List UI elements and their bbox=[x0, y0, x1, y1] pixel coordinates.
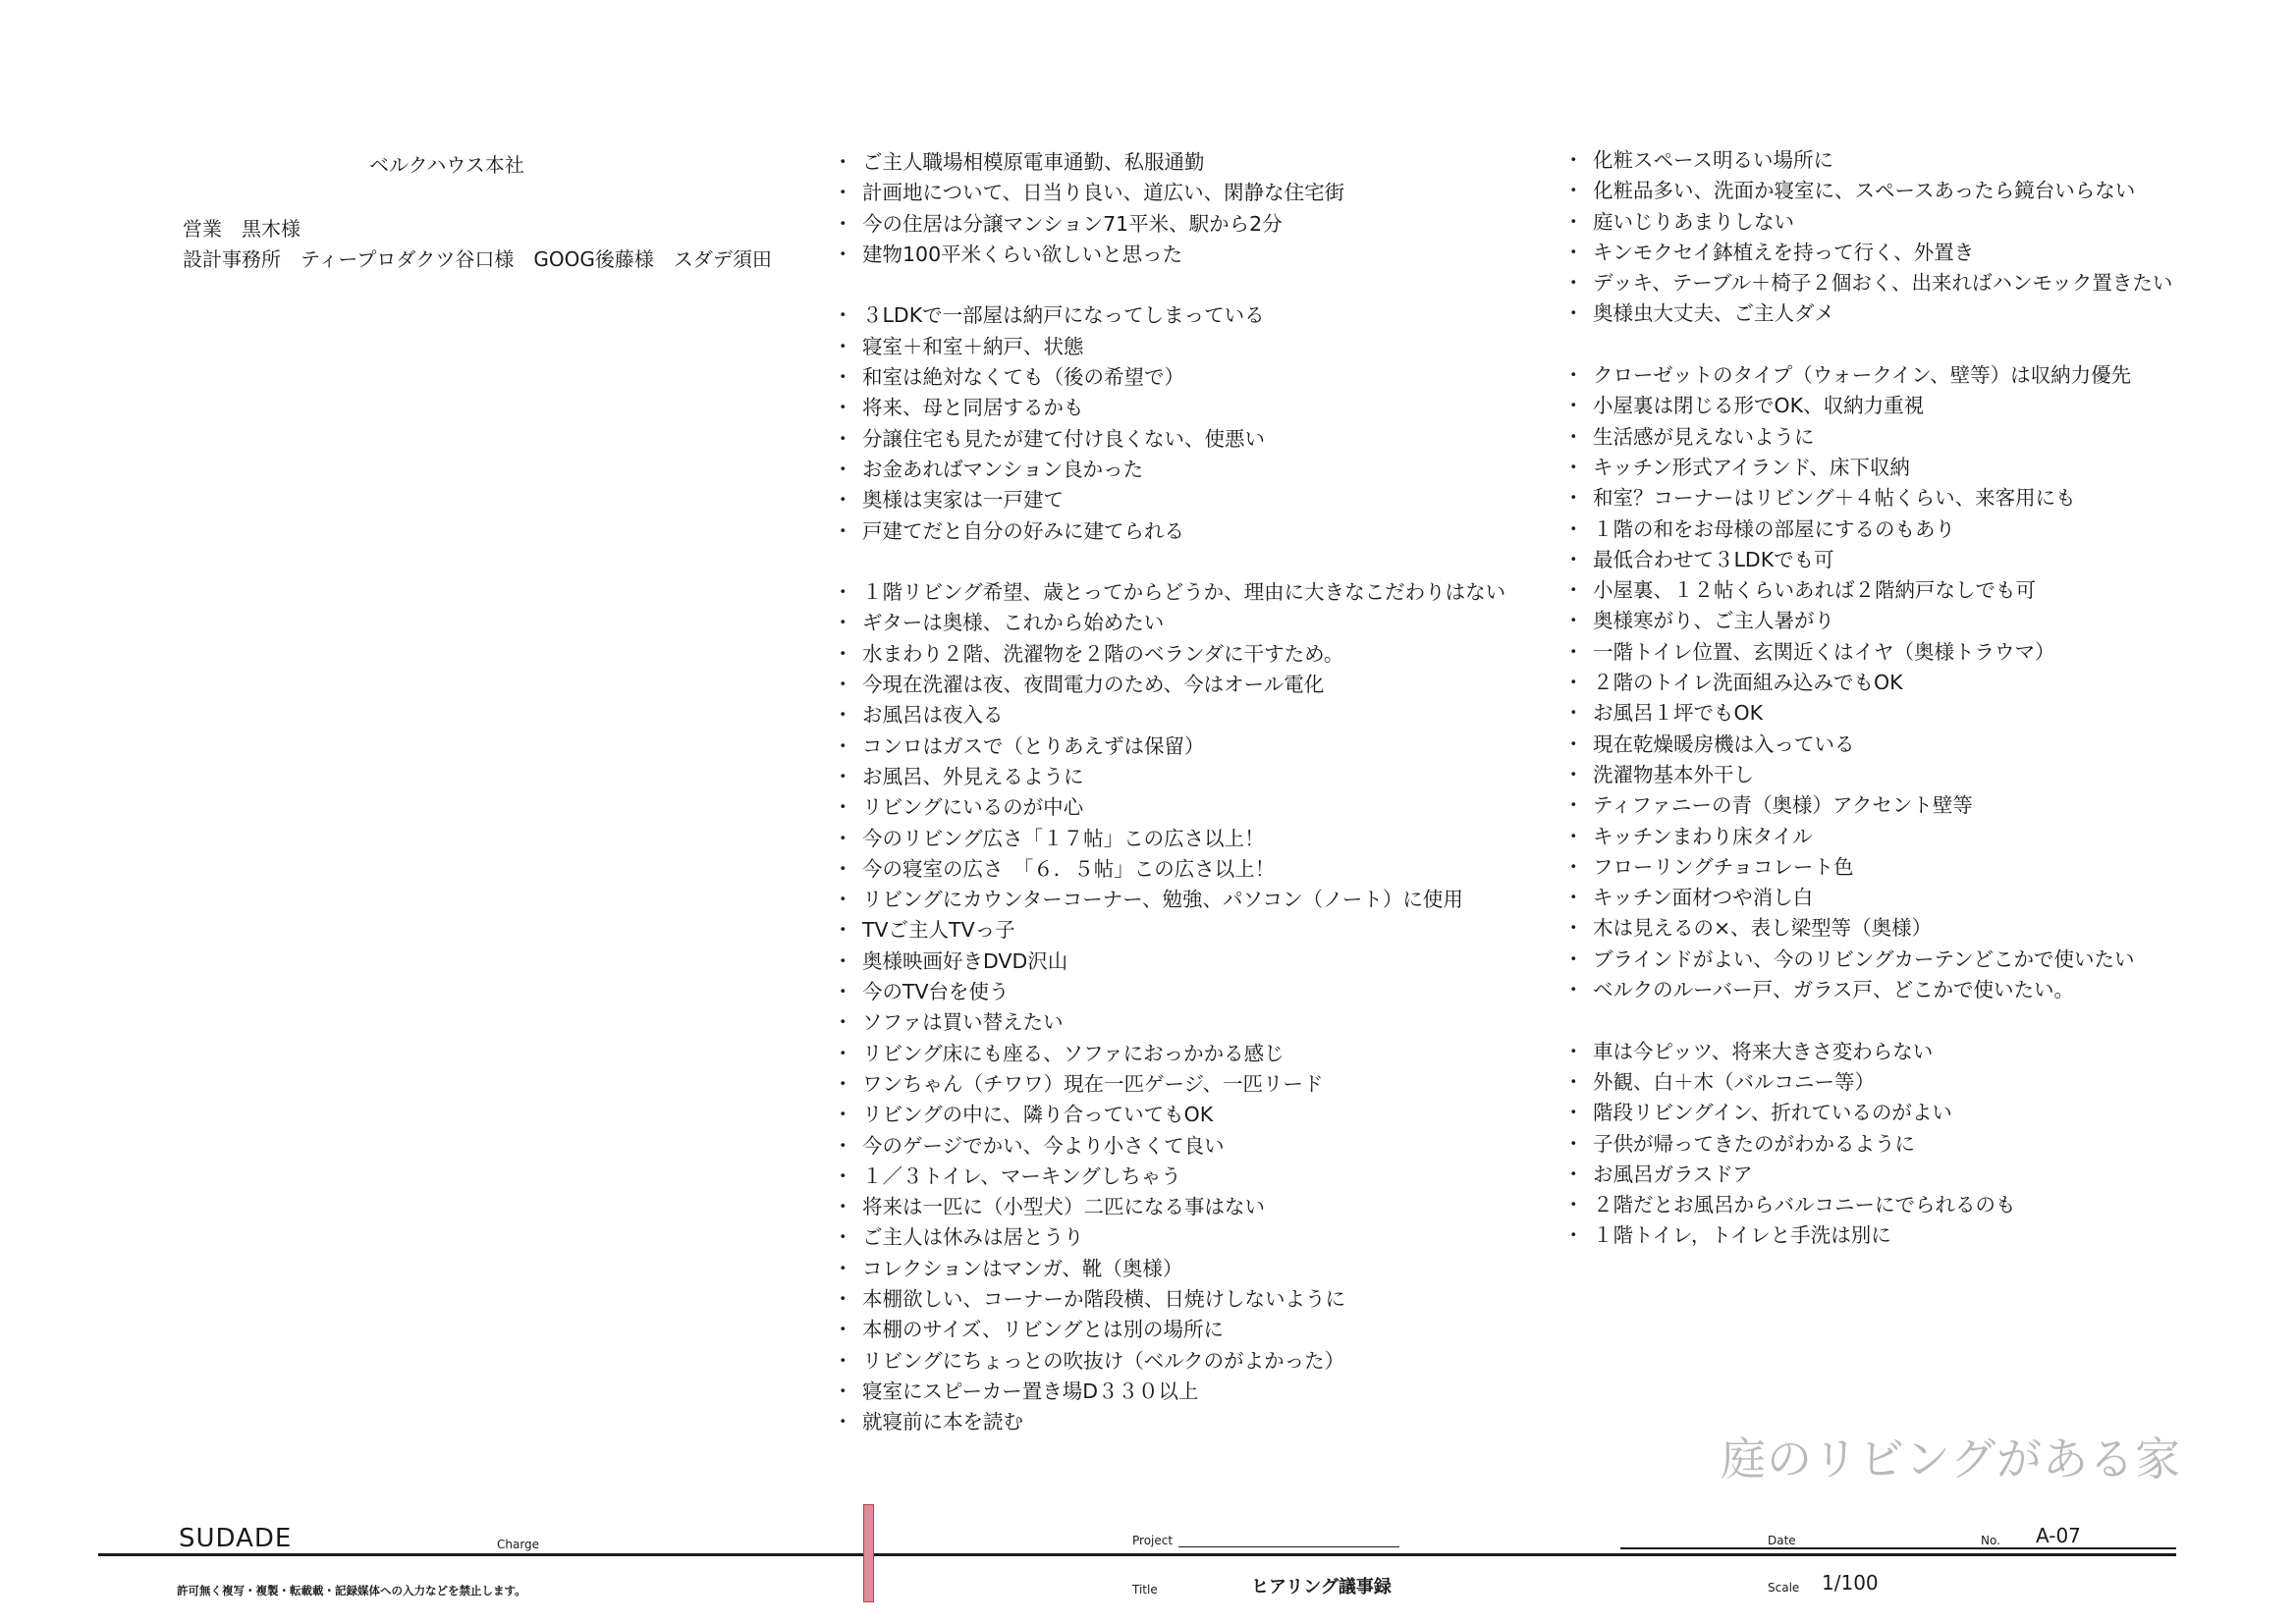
note-item bbox=[833, 854, 1505, 885]
header-sales: 営業 黒木様 bbox=[183, 217, 301, 241]
bullet-icon: ・ bbox=[833, 1348, 853, 1373]
note-text: 今の寝室の広さ 「６．５帖」この広さ以上！ bbox=[862, 856, 1276, 881]
note-text: フローリングチョコレート色 bbox=[1593, 854, 1854, 879]
bullet-icon: ・ bbox=[1563, 701, 1584, 726]
note-text: 今のリビング広さ「１７帖」この広さ以上！ bbox=[862, 826, 1265, 850]
note-text: ３LDKで一部屋は納戸になってしまっている bbox=[862, 303, 1265, 328]
red-divider-bar bbox=[863, 1504, 874, 1602]
note-item bbox=[833, 1007, 1505, 1038]
bullet-icon: ・ bbox=[1563, 363, 1584, 388]
note-text: 洗濯物基本外干し bbox=[1593, 762, 1754, 786]
notes-column-2 bbox=[1563, 145, 2172, 1252]
note-item bbox=[833, 1039, 1505, 1069]
bullet-icon: ・ bbox=[1563, 1069, 1584, 1094]
note-text: お風呂ガラスドア bbox=[1593, 1162, 1753, 1186]
bullet-icon: ・ bbox=[1563, 486, 1584, 511]
note-item bbox=[1563, 822, 2172, 852]
note-text: 奥様は実家は一戸建て bbox=[862, 488, 1064, 513]
note-item bbox=[1563, 668, 2172, 698]
note-item bbox=[833, 209, 1505, 240]
bullet-icon: ・ bbox=[1563, 1162, 1584, 1186]
note-item bbox=[833, 424, 1505, 455]
note-item bbox=[833, 1346, 1505, 1377]
note-item bbox=[833, 147, 1505, 178]
bullet-icon: ・ bbox=[1563, 1101, 1584, 1125]
note-text: リビングの中に、隣り合っていてもOK bbox=[862, 1103, 1214, 1127]
note-item bbox=[1563, 483, 2172, 514]
bullet-icon: ・ bbox=[833, 488, 853, 513]
note-item bbox=[1563, 176, 2172, 206]
note-text: 小屋裏、１２帖くらいあれば２階納戸なしでも可 bbox=[1593, 578, 2036, 603]
note-text: 寝室にスピーカー置き場D３３０以上 bbox=[862, 1379, 1199, 1403]
bullet-icon: ・ bbox=[833, 611, 853, 635]
paragraph-gap bbox=[833, 270, 1505, 300]
note-item bbox=[833, 1131, 1505, 1162]
bullet-icon: ・ bbox=[833, 1256, 853, 1280]
bullet-icon: ・ bbox=[833, 948, 853, 973]
bullet-icon: ・ bbox=[833, 580, 853, 605]
note-item bbox=[833, 393, 1505, 423]
note-text: リビング床にも座る、ソファにおっかかる感じ bbox=[862, 1041, 1285, 1065]
bullet-icon: ・ bbox=[833, 1225, 853, 1250]
note-item bbox=[833, 1162, 1505, 1192]
note-item bbox=[833, 1407, 1505, 1437]
bullet-icon: ・ bbox=[1563, 424, 1584, 449]
note-text: 外観、白＋木（バルコニー等） bbox=[1593, 1069, 1875, 1094]
bullet-icon: ・ bbox=[833, 396, 853, 420]
note-text: 計画地について、日当り良い、道広い、閑静な住宅街 bbox=[862, 181, 1345, 205]
note-item bbox=[1563, 852, 2172, 883]
note-text: 子供が帰ってきたのがわかるように bbox=[1593, 1131, 1915, 1156]
bullet-icon: ・ bbox=[833, 918, 853, 943]
bullet-icon: ・ bbox=[1563, 947, 1584, 971]
note-item bbox=[833, 1192, 1505, 1222]
note-item bbox=[833, 731, 1505, 762]
bullet-icon: ・ bbox=[833, 518, 853, 543]
note-text: リビングにカウンターコーナー、勉強、パソコン（ノート）に使用 bbox=[862, 888, 1463, 912]
note-text: 水まわり２階、洗濯物を２階のベランダに干すため。 bbox=[862, 641, 1344, 666]
note-item bbox=[833, 608, 1505, 638]
note-text: 奥様虫大丈夫、ご主人ダメ bbox=[1593, 301, 1834, 326]
note-item bbox=[833, 300, 1505, 331]
note-item bbox=[1563, 1160, 2172, 1190]
note-text: ギターは奥様、これから始めたい bbox=[862, 611, 1165, 635]
note-item bbox=[1563, 1129, 2172, 1160]
note-text: 和室？コーナーはリビング＋４帖くらい、来客用にも bbox=[1593, 486, 2076, 511]
paragraph-gap bbox=[1563, 330, 2172, 360]
note-text: １／３トイレ、マーキングしちゃう bbox=[862, 1163, 1181, 1188]
note-item bbox=[1563, 453, 2172, 483]
bullet-icon: ・ bbox=[833, 1318, 853, 1342]
bullet-icon: ・ bbox=[1563, 547, 1584, 571]
paragraph-gap bbox=[1563, 1005, 2172, 1036]
note-text: ブラインドがよい、今のリビングカーテンどこかで使いたい bbox=[1593, 947, 2135, 971]
bullet-icon: ・ bbox=[833, 1195, 853, 1219]
note-item bbox=[1563, 391, 2172, 421]
note-text: ２階のトイレ洗面組み込みでもOK bbox=[1593, 671, 1903, 695]
note-text: 奥様寒がり、ご主人暑がり bbox=[1593, 609, 1834, 633]
scale-value: 1/100 bbox=[1822, 1571, 1879, 1595]
note-text: 奥様映画好きDVD沢山 bbox=[862, 948, 1068, 973]
bullet-icon: ・ bbox=[1563, 639, 1584, 664]
note-text: お風呂は夜入る bbox=[862, 703, 1004, 728]
note-item bbox=[1563, 913, 2172, 944]
bullet-icon: ・ bbox=[1563, 455, 1584, 479]
note-item bbox=[833, 762, 1505, 792]
note-item bbox=[1563, 1037, 2172, 1067]
note-text: 木は見えるの×、表し梁型等（奥様） bbox=[1593, 916, 1933, 941]
bullet-icon: ・ bbox=[833, 856, 853, 881]
note-text: 一階トイレ位置、玄関近くはイヤ（奥様トラウマ） bbox=[1593, 639, 2055, 664]
note-item bbox=[833, 700, 1505, 730]
bullet-icon: ・ bbox=[1563, 886, 1584, 910]
bullet-icon: ・ bbox=[833, 242, 853, 266]
bullet-icon: ・ bbox=[1563, 609, 1584, 633]
note-text: 今のTV台を使う bbox=[862, 980, 1010, 1004]
note-item bbox=[1563, 268, 2172, 298]
note-text: １階の和をお母様の部屋にするのもあり bbox=[1593, 516, 1955, 541]
note-text: 生活感が見えないように bbox=[1593, 424, 1815, 449]
note-text: 本棚のサイズ、リビングとは別の場所に bbox=[862, 1318, 1224, 1342]
note-text: 化粧品多い、洗面か寝室に、スペースあったら鏡台いらない bbox=[1593, 179, 2136, 203]
bullet-icon: ・ bbox=[833, 764, 853, 788]
note-text: デッキ、テーブル＋椅子２個おく、出来ればハンモック置きたい bbox=[1593, 271, 2173, 296]
note-text: 今の住居は分譲マンション71平米、駅から2分 bbox=[862, 211, 1283, 236]
note-item bbox=[1563, 360, 2172, 391]
note-text: TVご主人TVっ子 bbox=[862, 918, 1015, 943]
note-item bbox=[833, 1100, 1505, 1130]
note-item bbox=[1563, 883, 2172, 913]
note-item bbox=[833, 240, 1505, 270]
note-item bbox=[1563, 1067, 2172, 1098]
bullet-icon: ・ bbox=[833, 980, 853, 1004]
title-label: Title bbox=[1132, 1583, 1158, 1596]
note-item bbox=[1563, 975, 2172, 1005]
bullet-icon: ・ bbox=[833, 795, 853, 820]
note-text: 化粧スペース明るい場所に bbox=[1593, 148, 1833, 172]
bullet-icon: ・ bbox=[833, 1133, 853, 1158]
note-item bbox=[1563, 422, 2172, 453]
bullet-icon: ・ bbox=[1563, 1223, 1584, 1248]
bullet-icon: ・ bbox=[1563, 854, 1584, 879]
bullet-icon: ・ bbox=[833, 211, 853, 236]
bullet-icon: ・ bbox=[1563, 916, 1584, 941]
bullet-icon: ・ bbox=[833, 703, 853, 728]
note-text: １階リビング希望、歳とってからどうか、理由に大きなこだわりはない bbox=[862, 580, 1506, 605]
note-item bbox=[1563, 698, 2172, 729]
note-item bbox=[833, 455, 1505, 485]
note-text: 寝室＋和室＋納戸、状態 bbox=[862, 334, 1084, 358]
bullet-icon: ・ bbox=[1563, 301, 1584, 326]
note-text: ティファニーの青（奥様）アクセント壁等 bbox=[1593, 793, 1973, 818]
bullet-icon: ・ bbox=[1563, 578, 1584, 603]
bullet-icon: ・ bbox=[833, 1041, 853, 1065]
note-item bbox=[1563, 790, 2172, 821]
bullet-icon: ・ bbox=[833, 673, 853, 697]
bullet-icon: ・ bbox=[1563, 179, 1584, 203]
note-text: コレクションはマンガ、靴（奥様） bbox=[862, 1256, 1183, 1280]
note-item bbox=[833, 1315, 1505, 1345]
note-item bbox=[833, 362, 1505, 393]
bullet-icon: ・ bbox=[1563, 148, 1584, 172]
note-text: 今現在洗濯は夜、夜間電力のため、今はオール電化 bbox=[862, 673, 1325, 697]
note-item bbox=[833, 577, 1505, 608]
note-item bbox=[833, 977, 1505, 1007]
note-text: 現在乾燥暖房機は入っている bbox=[1593, 731, 1855, 756]
bullet-icon: ・ bbox=[833, 1410, 853, 1434]
date-label: Date bbox=[1768, 1534, 1796, 1547]
note-item bbox=[833, 1254, 1505, 1284]
bullet-icon: ・ bbox=[833, 888, 853, 912]
bullet-icon: ・ bbox=[1563, 209, 1584, 234]
note-text: ソファは買い替えたい bbox=[862, 1010, 1064, 1035]
note-text: 将来、母と同居するかも bbox=[862, 396, 1084, 420]
note-text: 車は今ピッツ、将来大きさ変わらない bbox=[1593, 1039, 1934, 1063]
note-text: リビングにいるのが中心 bbox=[862, 795, 1084, 820]
copyright-notice: 許可無く複写・複製・転載載・記録媒体への入力などを禁止します。 bbox=[177, 1584, 526, 1597]
bullet-icon: ・ bbox=[1563, 824, 1584, 848]
bullet-icon: ・ bbox=[1563, 516, 1584, 541]
note-text: ２階だとお風呂からバルコニーにでられるのも bbox=[1593, 1193, 2016, 1217]
note-item bbox=[833, 885, 1505, 915]
note-item bbox=[1563, 207, 2172, 238]
note-item bbox=[1563, 1098, 2172, 1128]
bullet-icon: ・ bbox=[833, 1379, 853, 1403]
note-item bbox=[833, 1069, 1505, 1100]
note-text: 庭いじりあまりしない bbox=[1593, 209, 1794, 234]
note-text: クローゼットのタイプ（ウォークイン、壁等）は収納力優先 bbox=[1593, 363, 2132, 388]
bullet-icon: ・ bbox=[833, 641, 853, 666]
title-block-rule bbox=[98, 1553, 2176, 1556]
note-item bbox=[833, 178, 1505, 208]
note-item bbox=[833, 792, 1505, 823]
note-item bbox=[833, 516, 1505, 547]
bullet-icon: ・ bbox=[1563, 271, 1584, 296]
title-value: ヒアリング議事録 bbox=[1251, 1577, 1392, 1597]
note-item bbox=[1563, 730, 2172, 760]
note-item bbox=[833, 485, 1505, 515]
note-text: 戸建てだと自分の好みに建てられる bbox=[862, 518, 1184, 543]
bullet-icon: ・ bbox=[1563, 240, 1584, 264]
bullet-icon: ・ bbox=[833, 1103, 853, 1127]
bullet-icon: ・ bbox=[833, 181, 853, 205]
note-item bbox=[833, 639, 1505, 670]
watermark-text: 庭のリビングがある家 bbox=[1721, 1433, 2182, 1486]
paragraph-gap bbox=[833, 547, 1505, 577]
note-text: キッチンまわり床タイル bbox=[1593, 824, 1813, 848]
note-item bbox=[1563, 1220, 2172, 1251]
note-item bbox=[1563, 637, 2172, 668]
note-text: 就寝前に本を読む bbox=[862, 1410, 1023, 1434]
bullet-icon: ・ bbox=[833, 1163, 853, 1188]
title-block-rule-right bbox=[1620, 1547, 2176, 1549]
note-text: リビングにちょっとの吹抜け（ベルクのがよかった） bbox=[862, 1348, 1345, 1373]
bullet-icon: ・ bbox=[833, 426, 853, 451]
note-item bbox=[1563, 298, 2172, 329]
bullet-icon: ・ bbox=[1563, 1131, 1584, 1156]
note-item bbox=[833, 332, 1505, 362]
note-text: ご主人職場相模原電車通勤、私服通勤 bbox=[862, 150, 1205, 174]
note-text: キッチン形式アイランド、床下収納 bbox=[1593, 455, 1910, 479]
charge-label: Charge bbox=[497, 1538, 540, 1551]
notes-column-1 bbox=[833, 147, 1505, 1437]
note-item bbox=[1563, 145, 2172, 176]
note-text: 小屋裏は閉じる形でOK、収納力重視 bbox=[1593, 394, 1925, 418]
note-text: お金あればマンション良かった bbox=[862, 457, 1144, 481]
note-text: １階トイレ，トイレと手洗は別に bbox=[1593, 1223, 1891, 1248]
bullet-icon: ・ bbox=[1563, 394, 1584, 418]
note-text: 建物100平米くらい欲しいと思った bbox=[862, 242, 1183, 266]
bullet-icon: ・ bbox=[833, 1010, 853, 1035]
bullet-icon: ・ bbox=[833, 826, 853, 850]
project-value-line bbox=[1178, 1546, 1399, 1547]
header-company: ベルクハウス本社 bbox=[369, 153, 524, 177]
note-text: 本棚欲しい、コーナーか階段横、日焼けしないように bbox=[862, 1286, 1345, 1311]
note-text: 最低合わせて３LDKでも可 bbox=[1593, 547, 1834, 571]
no-value: A-07 bbox=[2036, 1524, 2081, 1547]
bullet-icon: ・ bbox=[833, 150, 853, 174]
bullet-icon: ・ bbox=[1563, 1193, 1584, 1217]
note-item bbox=[833, 947, 1505, 977]
scale-label: Scale bbox=[1768, 1581, 1800, 1595]
note-text: 分譲住宅も見たが建て付け良くない、使悪い bbox=[862, 426, 1265, 451]
bullet-icon: ・ bbox=[833, 365, 853, 390]
bullet-icon: ・ bbox=[833, 303, 853, 328]
note-item bbox=[833, 1377, 1505, 1407]
no-label: No. bbox=[1981, 1534, 2000, 1547]
note-item bbox=[1563, 545, 2172, 575]
header-design-office: 設計事務所 ティープロダクツ谷口様 GOOG後藤様 スダデ須田 bbox=[183, 247, 772, 271]
note-item bbox=[1563, 760, 2172, 790]
note-text: ご主人は休みは居とうり bbox=[862, 1225, 1084, 1250]
note-text: キンモクセイ鉢植えを持って行く、外置き bbox=[1593, 240, 1975, 264]
note-text: お風呂１坪でもOK bbox=[1593, 701, 1764, 726]
bullet-icon: ・ bbox=[1563, 671, 1584, 695]
note-text: ベルクのルーバー戸、ガラス戸、どこかで使いたい。 bbox=[1593, 978, 2074, 1002]
project-label: Project bbox=[1132, 1534, 1174, 1547]
note-text: 和室は絶対なくても（後の希望で） bbox=[862, 365, 1184, 390]
note-text: キッチン面材つや消し白 bbox=[1593, 886, 1814, 910]
note-item bbox=[1563, 238, 2172, 268]
note-item bbox=[1563, 1190, 2172, 1220]
note-text: お風呂、外見えるように bbox=[862, 764, 1084, 788]
bullet-icon: ・ bbox=[833, 1286, 853, 1311]
note-item bbox=[833, 670, 1505, 700]
bullet-icon: ・ bbox=[833, 733, 853, 758]
bullet-icon: ・ bbox=[1563, 978, 1584, 1002]
note-item bbox=[1563, 514, 2172, 545]
note-text: 将来は一匹に（小型犬）二匹になる事はない bbox=[862, 1195, 1265, 1219]
bullet-icon: ・ bbox=[833, 457, 853, 481]
note-text: 今のゲージでかい、今より小さくて良い bbox=[862, 1133, 1225, 1158]
note-item bbox=[833, 915, 1505, 946]
bullet-icon: ・ bbox=[833, 1071, 853, 1096]
note-item bbox=[833, 1284, 1505, 1315]
bullet-icon: ・ bbox=[1563, 1039, 1584, 1063]
bullet-icon: ・ bbox=[1563, 762, 1584, 786]
note-item bbox=[1563, 945, 2172, 975]
note-item bbox=[833, 1222, 1505, 1253]
bullet-icon: ・ bbox=[833, 334, 853, 358]
note-item bbox=[1563, 575, 2172, 606]
note-text: 階段リビングイン、折れているのがよい bbox=[1593, 1101, 1952, 1125]
note-item bbox=[1563, 606, 2172, 636]
brand-name: SUDADE bbox=[179, 1524, 293, 1553]
note-text: コンロはガスで（とりあえずは保留） bbox=[862, 733, 1205, 758]
note-item bbox=[833, 824, 1505, 854]
bullet-icon: ・ bbox=[1563, 731, 1584, 756]
bullet-icon: ・ bbox=[1563, 793, 1584, 818]
note-text: ワンちゃん（チワワ）現在一匹ゲージ、一匹リード bbox=[862, 1071, 1324, 1096]
